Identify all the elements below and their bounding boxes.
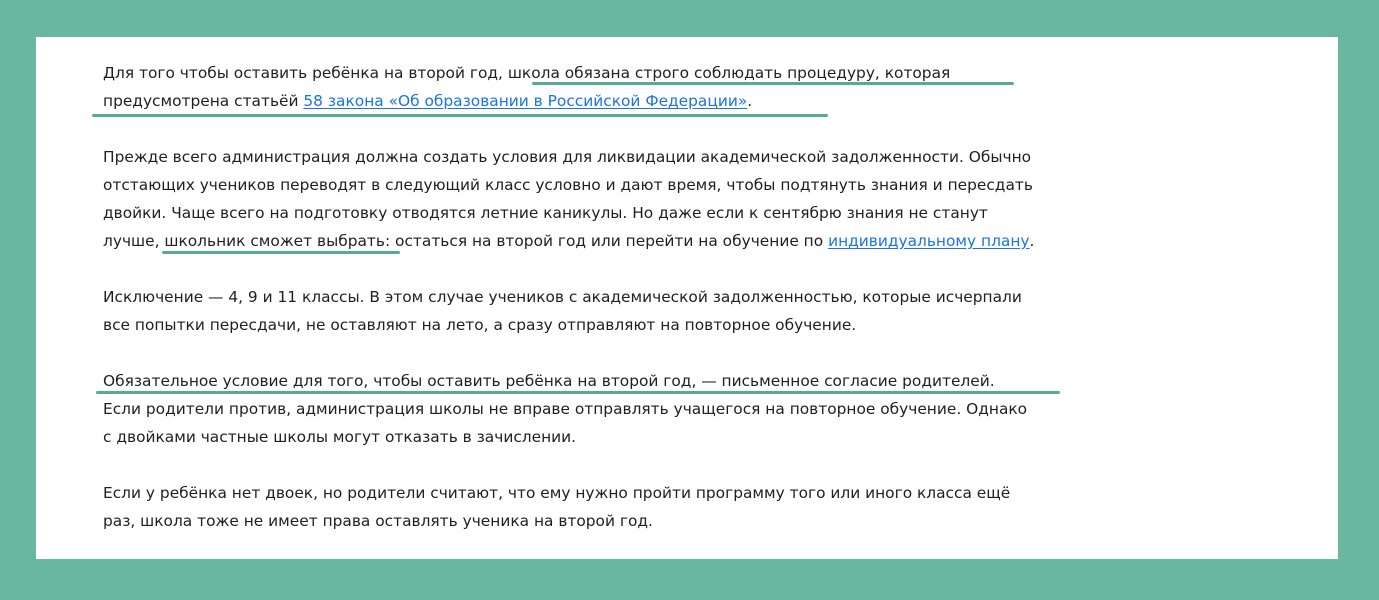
paragraph-5-line-1: Если у ребёнка нет двоек, но родители считают, что ему нужно пройти программу того или иного класса ещё [103, 484, 1011, 502]
text-segment: лучше, [103, 232, 165, 250]
green-underline-stroke [96, 391, 1060, 394]
green-underline-stroke [532, 82, 1014, 85]
highlighted-phrase: школа обязана строго соблюдать процедуру, которая [507, 64, 951, 82]
paragraph-2-line-2: отстающих учеников переводят в следующий класс условно и дают время, чтобы подтянуть знания и пересдать [103, 176, 1033, 194]
paragraph-4-line-2: Если родители против, администрация школы не вправе отправлять учащегося на повторное обучение. Однако [103, 400, 1028, 418]
paragraph-2-line-1: Прежде всего администрация должна создать условия для ликвидации академической задолженности. Обычно [103, 148, 1032, 166]
paragraph-5-line-2: раз, школа тоже не имеет права оставлять ученика на второй год. [103, 512, 653, 530]
paragraph-3-line-1: Исключение — 4, 9 и 11 классы. В этом случае учеников с академической задолженностью, которые исчерпали [103, 288, 1022, 306]
paragraph-4-line-3: с двойками частные школы могут отказать в зачислении. [103, 428, 577, 446]
text-segment: . [1029, 232, 1035, 250]
text-segment: предусмотрена статьёй [103, 92, 304, 110]
green-underline-stroke [162, 251, 400, 254]
individual-plan-link[interactable]: индивидуальному плану [828, 232, 1030, 250]
text-segment: Для того чтобы оставить ребёнка на второй год, [103, 64, 508, 82]
text-segment: . [747, 92, 753, 110]
paragraph-4-line-1: Обязательное условие для того, чтобы оставить ребёнка на второй год, — письменное согласие родителей. [103, 372, 995, 390]
highlighted-phrase: школьник сможет выбрать [164, 232, 385, 250]
law-article-link[interactable]: 58 закона «Об образовании в Российской Федерации» [303, 92, 748, 110]
paragraph-2-line-3: двойки. Чаще всего на подготовку отводятся летние каникулы. Но даже если к сентябрю знания не станут [103, 204, 988, 222]
paragraph-3-line-2: все попытки пересдачи, не оставляют на лето, а сразу отправляют на повторное обучение. [103, 316, 857, 334]
green-underline-stroke [92, 114, 828, 117]
paragraph-1-line-2 [103, 87, 752, 115]
text-segment: : остаться на второй год или перейти на обучение по [384, 232, 829, 250]
